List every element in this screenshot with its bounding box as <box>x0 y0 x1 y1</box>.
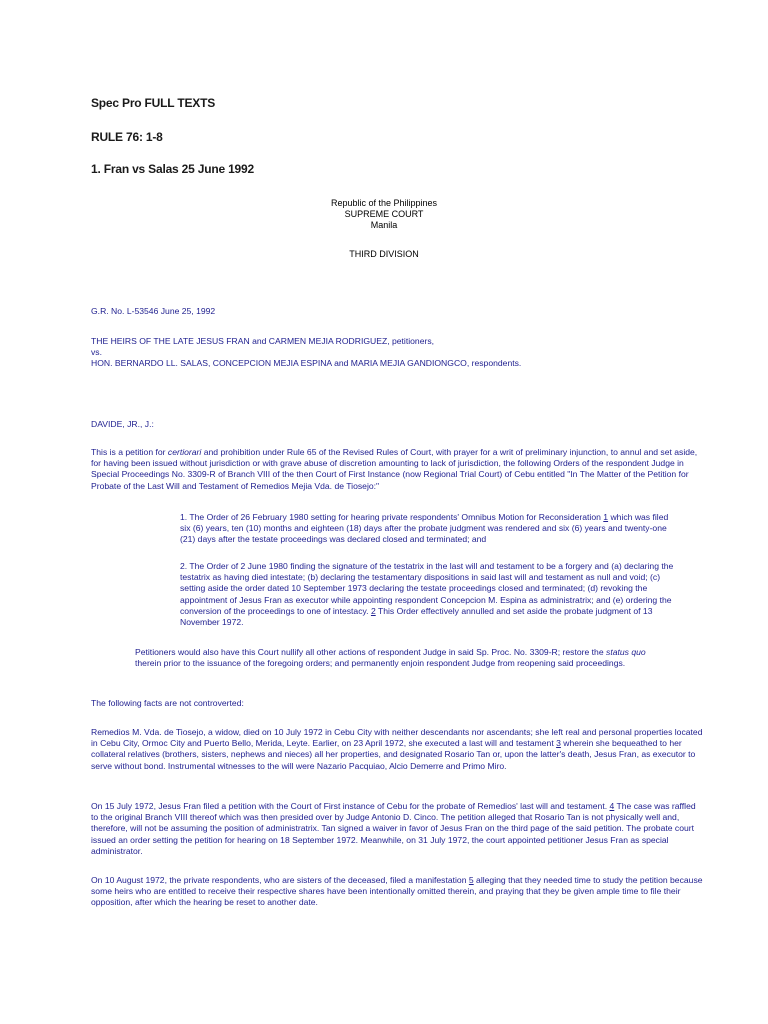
text-span: On 15 July 1972, Jesus Fran filed a petition with the Court of First instance of Cebu for the probate of Remedios' last will and testament. <box>91 801 610 811</box>
text-span: 2. The Order of 2 June 1980 finding the signature of the testatrix in the last will and testament to be a forgery and (a) declaring the testatrix as having died intestate; (b) declaring the testamentary dispositions in said last will and testament as null and void; (c) setting aside the order dated 10 September 1973 declaring the testate proceedings closed and terminated; (d) revoking the appointment of Jesus Fran as executor while appointing respondent Concepcion M. Espina as administratrix; and (e) ordering the conversion of the proceedings to one of intestacy. <box>180 561 674 616</box>
text-span: The case was raffled to the original Branch VIII thereof which was then presided over by Judge Antonio D. Cinco. The petition alleged that Rosario Tan is not physically well and, therefore, will not be assuming the position of administratrix. Tan signed a waiver in favor of Jesus Fran on the third page of the said petition. The probate court issued an order setting the petition for hearing on 18 September 1972. Meanwhile, on 31 July 1972, the court appointed petitioner Jesus Fran as special administrator. <box>91 801 696 856</box>
petitioners-line: THE HEIRS OF THE LATE JESUS FRAN and CARMEN MEJIA RODRIGUEZ, petitioners, <box>91 336 435 346</box>
division-line: THIRD DIVISION <box>349 249 419 259</box>
case-heading: 1. Fran vs Salas 25 June 1992 <box>91 162 254 176</box>
case-parties <box>91 336 703 370</box>
vs-line: vs. <box>91 347 102 358</box>
paragraph-facts-2 <box>91 801 703 857</box>
court-line: SUPREME COURT <box>344 209 424 219</box>
text-span: 1. The Order of 26 February 1980 setting for hearing private respondents' Omnibus Motion for Reconsideration <box>180 512 604 522</box>
text-span: This Order effectively annulled and set aside the probate judgment of 13 November 1972. <box>180 605 653 628</box>
ponente: DAVIDE, JR., J.: <box>91 419 154 429</box>
republic-line: Republic of the Philippines <box>330 198 438 208</box>
gr-number: G.R. No. L-53546 June 25, 1992 <box>91 306 216 316</box>
footnote-link[interactable]: 4 <box>609 801 615 811</box>
italic-span: status quo <box>606 647 646 657</box>
city-line: Manila <box>370 220 398 230</box>
text-span: and prohibition under Rule 65 of the Revised Rules of Court, with prayer for a writ of preliminary injunction, to annul and set aside, for having been issued without jurisdiction or with grave abuse of discretion amounting to lack of jurisdiction, the following Orders of the respondent Judge in Special Proceedings No. 3309-R of Branch VIII of the then Court of First Instance (now Regional Trial Court) of Cebu entitled "In The Matter of the Petition for Probate of the Last Will and Testament of Remedios Mejia Vda. de Tiosejo:" <box>91 447 698 491</box>
text-span: Petitioners would also have this Court nullify all other actions of respondent Judge in said Sp. Proc. No. 3309-R; restore the <box>135 647 607 657</box>
paragraph-facts-1 <box>91 727 703 772</box>
text-span: alleging that they needed time to study the petition because some heirs who are entitled to receive their respective shares have been intentionally omitted therein, and praying that they be given ample time to file their opposition, after which the hearing be reset to another date. <box>91 875 703 908</box>
rule-heading: RULE 76: 1-8 <box>91 130 163 144</box>
text-span: On 10 August 1972, the private respondents, who are sisters of the deceased, filed a manifestation <box>91 875 469 885</box>
text-span: therein prior to the issuance of the foregoing orders; and permanently enjoin respondent Judge from reopening said proceedings. <box>135 658 626 669</box>
order-item-1 <box>180 512 675 546</box>
paragraph-facts-3 <box>91 875 703 909</box>
paragraph-petitioners-prayer <box>135 647 655 669</box>
text-span: which was filed six (6) years, ten (10) months and eighteen (18) days after the probate judgment was rendered and six (6) years and twenty-one (21) days after the testate proceedings was declared closed and terminated; and <box>180 512 669 545</box>
footnote-link[interactable]: 1 <box>603 512 609 522</box>
footnote-link[interactable]: 3 <box>556 738 561 749</box>
paragraph-intro <box>91 447 703 492</box>
doc-title: Spec Pro FULL TEXTS <box>91 96 215 110</box>
text-span: wherein she bequeathed to her collateral relatives (brothers, sisters, nephews and nieces) all her properties, and designated Rosario Tan or, upon the latter's death, Jesus Fran, as executor to serve without bond. Instrumental witnesses to the will were Nazario Pacquiao, Alcio Demerre and Primo Miro. <box>91 738 696 771</box>
footnote-link[interactable]: 2 <box>370 605 376 616</box>
italic-span: certiorari <box>167 447 202 457</box>
text-span: This is a petition for <box>91 447 168 457</box>
text-span: Remedios M. Vda. de Tiosejo, a widow, died on 10 July 1972 in Cebu City with neither descendants nor ascendants; she left real and personal properties located in Cebu City, Ormoc City and Puerto Bello, Merida, Leyte. Earlier, on 23 April 1972, she executed a last will and testament <box>91 727 703 749</box>
footnote-link[interactable]: 5 <box>468 875 474 885</box>
order-item-2 <box>180 561 675 628</box>
respondents-line: HON. BERNARDO LL. SALAS, CONCEPCION MEJIA ESPINA and MARIA MEJIA GANDIONGCO, respondents. <box>91 358 522 369</box>
court-header <box>0 198 768 231</box>
paragraph-facts-intro: The following facts are not controverted: <box>91 698 244 708</box>
